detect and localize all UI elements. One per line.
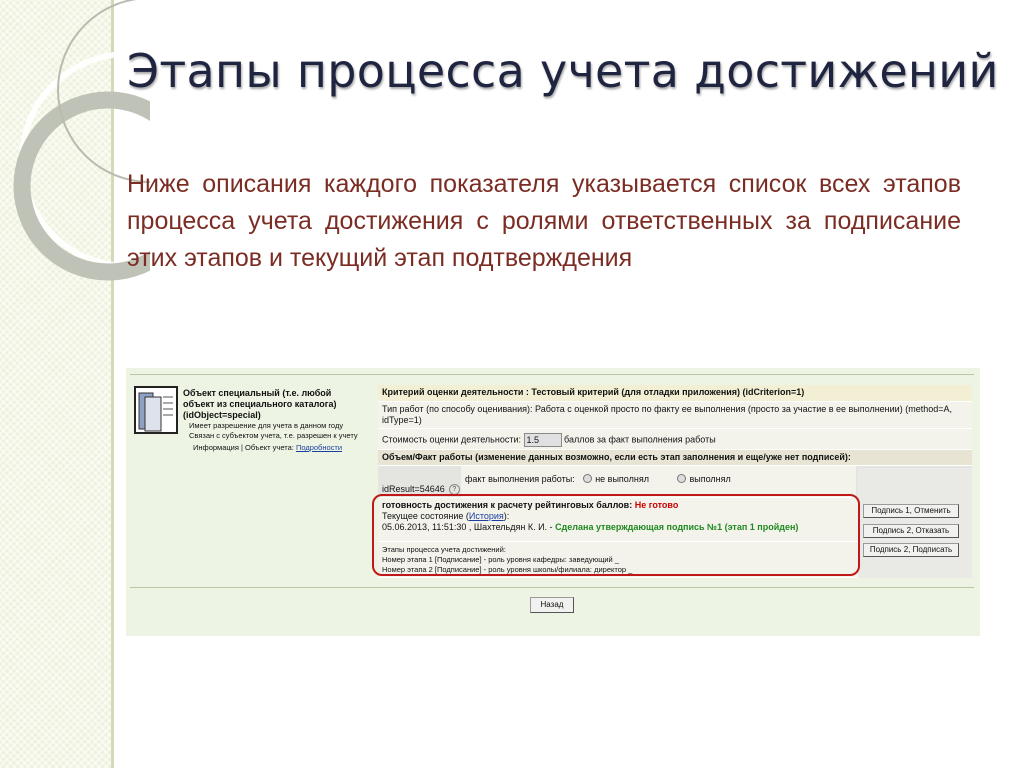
- bottom-divider: [130, 587, 974, 588]
- details-link[interactable]: Подробности: [295, 443, 343, 452]
- top-divider: [130, 374, 974, 375]
- cost-value-field[interactable]: 1.5: [524, 433, 562, 447]
- object-link-line: Связан с субъектом учета, т.е. разрешен к учету: [189, 431, 358, 440]
- signature-actions-column: [858, 468, 972, 578]
- object-info-text: Информация | Объект учета:: [193, 443, 296, 452]
- slide-body-text: Ниже описания каждого показателя указывается список всех этапов процесса учета достижения с ролями ответственных за подписание этих этапов и текущий этап подтверждения: [127, 170, 961, 272]
- radio-done-label: выполнял: [689, 474, 731, 484]
- cost-row: [378, 429, 972, 450]
- object-title: Объект специальный (т.е. любой объект из специального каталога) (idObject=special): [183, 388, 337, 420]
- app-screenshot: [126, 368, 980, 636]
- back-button[interactable]: Назад: [530, 597, 574, 613]
- radio-done[interactable]: [677, 474, 686, 483]
- object-info-line: [183, 443, 359, 453]
- radio-not-done-label: не выполнял: [595, 474, 649, 484]
- criterion-header: Критерий оценки деятельности : Тестовый критерий (для отладки приложения) (idCriterion=1): [378, 385, 972, 402]
- cost-label: Стоимость оценки деятельности:: [382, 434, 521, 445]
- slide-title: Этапы процесса учета достижений: [127, 44, 999, 98]
- stages-title: Этапы процесса учета достижений:: [382, 545, 506, 554]
- state-suffix: ):: [503, 511, 510, 521]
- object-info-panel: [183, 388, 359, 453]
- signature-status: Сделана утверждающая подпись №1 (этап 1 пройден): [555, 522, 799, 532]
- signature-timestamp: 05.06.2013, 11:51:30 , Шахтельдян К. И. -: [382, 522, 553, 532]
- sign1-cancel-button[interactable]: Подпись 1, Отменить: [863, 504, 959, 518]
- stages-highlight-frame: [372, 494, 860, 576]
- readiness-status: Не готово: [634, 500, 679, 510]
- help-icon[interactable]: ?: [449, 484, 460, 495]
- readiness-label: готовность достижения к расчету рейтинговых баллов:: [382, 500, 633, 510]
- catalog-book-icon: [133, 385, 179, 435]
- object-permission-line: Имеет разрешение для учета в данном году: [189, 421, 344, 430]
- cost-suffix: баллов за факт выполнения работы: [564, 434, 716, 445]
- id-result-text: idResult=54646: [382, 484, 445, 494]
- work-type-row: Тип работ (по способу оценивания): Работа с оценкой просто по факту ее выполнения (просто за участие в ее выполнении) (method=A, idType=1): [378, 402, 972, 429]
- sign2-sign-button[interactable]: Подпись 2, Подписать: [863, 543, 959, 557]
- volume-header: Объем/Факт работы (изменение данных возможно, если есть этап заполнения и еще/уже нет подписей):: [378, 450, 972, 466]
- state-prefix: Текущее состояние (: [382, 511, 469, 521]
- history-link[interactable]: История: [468, 511, 504, 521]
- sign2-reject-button[interactable]: Подпись 2, Отказать: [863, 524, 959, 538]
- stage-2: Номер этапа 2 [Подписание] - роль уровня школы/филиала: директор _: [382, 565, 633, 574]
- fact-label: факт выполнения работы:: [465, 474, 575, 484]
- radio-not-done[interactable]: [583, 474, 592, 483]
- stage-1: Номер этапа 1 [Подписание] - роль уровня кафедры: заведующий _: [382, 555, 620, 564]
